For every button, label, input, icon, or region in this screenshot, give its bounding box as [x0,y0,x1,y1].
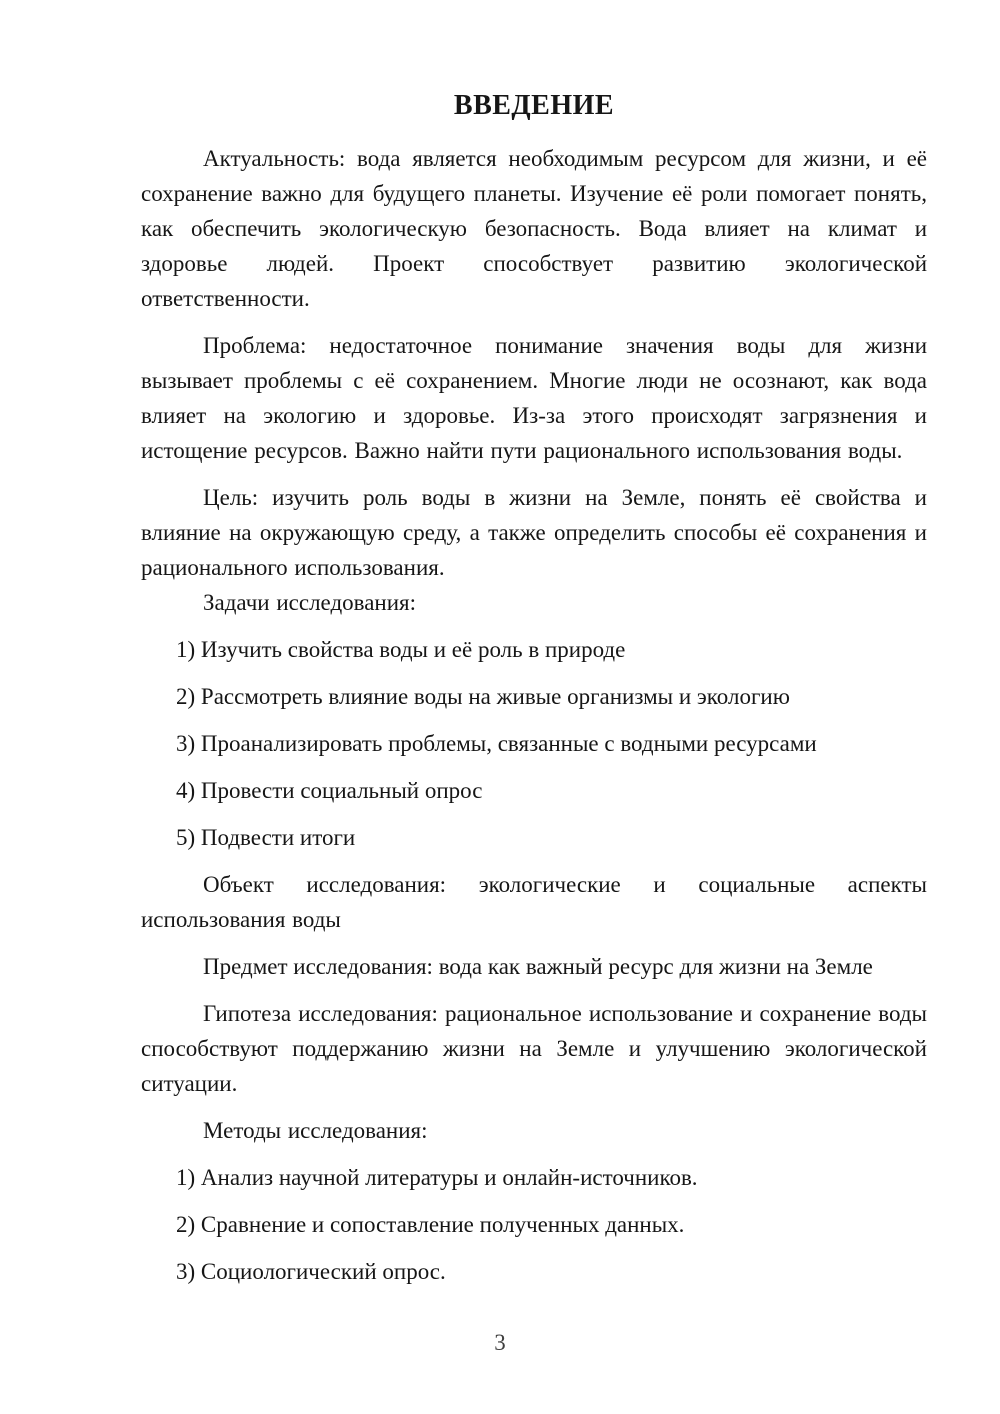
method-item-1: 1) Анализ научной литературы и онлайн-источников. [176,1165,698,1190]
page-number: 3 [494,1330,506,1355]
tasks-list [141,632,927,855]
paragraph-hypothesis: Гипотеза исследования: рациональное использование и сохранение воды способствуют поддержанию жизни на Земле и улучшению экологической ситуации. [141,1001,927,1096]
task-item-2: 2) Рассмотреть влияние воды на живые организмы и экологию [176,684,790,709]
method-item-3: 3) Социологический опрос. [176,1259,446,1284]
paragraph-object: Объект исследования: экологические и социальные аспекты использования воды [141,872,927,932]
methods-list [141,1160,927,1289]
task-item-3: 3) Проанализировать проблемы, связанные с водными ресурсами [176,731,817,756]
page-content [141,88,927,1301]
task-item-1: 1) Изучить свойства воды и её роль в природе [176,637,626,662]
task-item-4: 4) Провести социальный опрос [176,778,483,803]
method-item-2: 2) Сравнение и сопоставление полученных данных. [176,1212,685,1237]
paragraph-goal: Цель: изучить роль воды в жизни на Земле, понять её свойства и влияние на окружающую среду, а также определить способы её сохранения и рационального использования. [141,485,927,580]
methods-heading: Методы исследования: [203,1118,428,1143]
paragraph-problem: Проблема: недостаточное понимание значения воды для жизни вызывает проблемы с её сохранением. Многие люди не осознают, как вода влияет на экологию и здоровье. Из-за этого происходят загрязнения и истощение ресурсов. Важно найти пути рационального использования воды. [141,333,927,463]
task-item-5: 5) Подвести итоги [176,825,356,850]
page-title: ВВЕДЕНИЕ [453,90,615,121]
paragraph-subject: Предмет исследования: вода как важный ресурс для жизни на Земле [203,954,873,979]
paragraph-relevance: Актуальность: вода является необходимым ресурсом для жизни, и её сохранение важно для будущего планеты. Изучение её роли помогает понять, как обеспечить экологическую безопасность. Вода влияет на климат и здоровье людей. Проект способствует развитию экологической ответственности. [141,146,927,311]
tasks-heading: Задачи исследования: [203,590,417,615]
